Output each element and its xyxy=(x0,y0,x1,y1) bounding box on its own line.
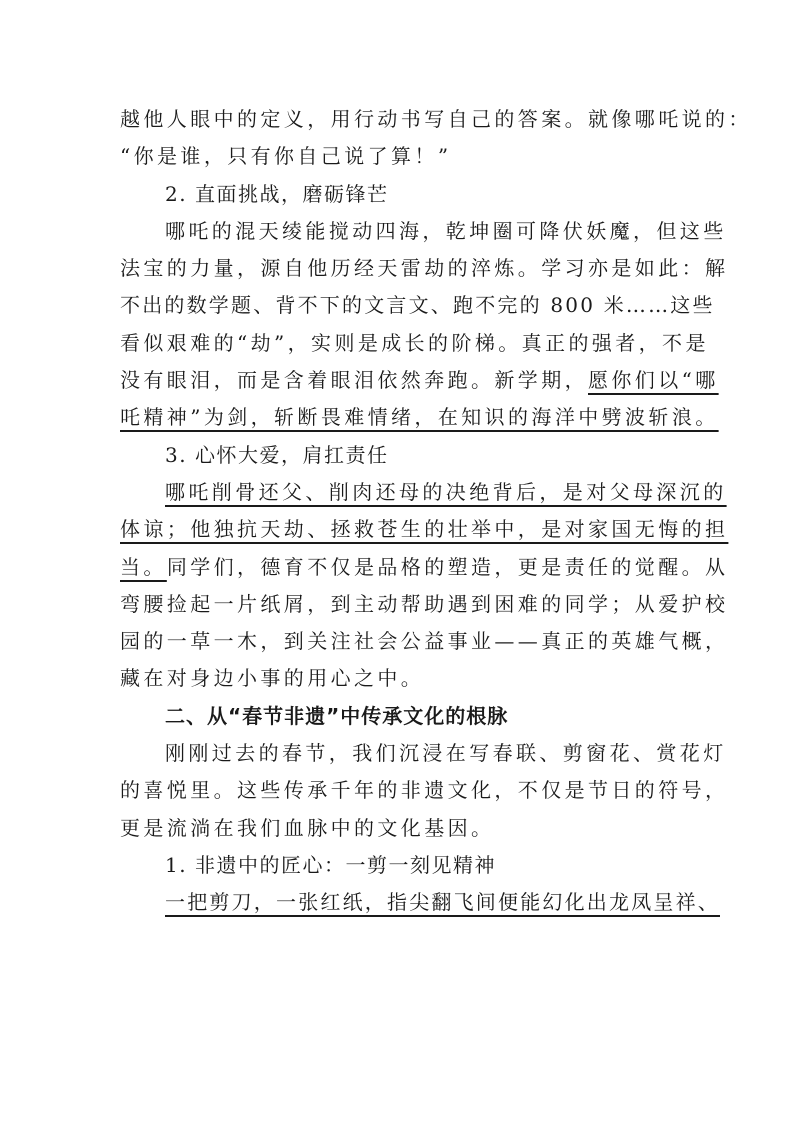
underlined-text: 当。 xyxy=(120,554,167,579)
paragraph-line xyxy=(120,362,719,399)
paragraph-line xyxy=(120,287,715,324)
body-text: 哪吒的混天绫能搅动四海，乾坤圈可降伏妖魔，但这些 xyxy=(165,218,727,243)
subheading-craftsmanship xyxy=(120,847,674,884)
paragraph-line xyxy=(120,101,752,138)
underlined-text: 一把剪刀，一张红纸，指尖翻飞间便能幻化出龙凤呈祥、 xyxy=(165,890,720,915)
paragraph-line xyxy=(120,399,719,436)
paragraph-line xyxy=(120,549,729,586)
paragraph-line xyxy=(120,623,729,660)
paragraph-line xyxy=(120,735,727,772)
section-heading-heritage xyxy=(120,698,674,735)
paragraph-line xyxy=(120,325,709,362)
paragraph-line xyxy=(120,213,727,250)
paragraph-line xyxy=(120,810,674,847)
subheading-text: 2. 直面挑战，磨砺锋芒 xyxy=(165,181,389,206)
paragraph-line xyxy=(120,138,674,175)
paragraph-line xyxy=(120,474,727,511)
subheading-text: 1. 非遗中的匠心：一剪一刻见精神 xyxy=(165,852,496,877)
section-heading-text: 二、从“春节非遗”中传承文化的根脉 xyxy=(165,703,509,728)
subheading-challenge xyxy=(120,176,674,213)
body-text: 的喜悦里。这些传承千年的非遗文化，不仅是节日的符号， xyxy=(120,778,729,803)
underlined-text: 哪吒削骨还父、削肉还母的决绝背后，是对父母深沉的 xyxy=(165,479,727,504)
subheading-text: 3. 心怀大爱，肩扛责任 xyxy=(165,442,389,467)
body-text: 更是流淌在我们血脉中的文化基因。 xyxy=(120,815,495,840)
body-text: 刚刚过去的春节，我们沉浸在写春联、剪窗花、赏花灯 xyxy=(165,741,727,766)
body-text: 看似艰难的“劫”，实则是成长的阶梯。真正的强者，不是 xyxy=(120,330,709,355)
body-text: 同学们，德育不仅是品格的塑造，更是责任的觉醒。从 xyxy=(166,554,729,579)
body-text: 没有眼泪，而是含着眼泪依然奔跑。新学期， xyxy=(120,368,588,393)
body-text: 园的一草一木，到关注社会公益事业——真正的英雄气概， xyxy=(120,629,729,654)
underlined-text: 吒精神”为剑，斩断畏难情绪，在知识的海洋中劈波斩浪。 xyxy=(120,405,719,430)
paragraph-line xyxy=(120,586,729,623)
underlined-text: 体谅；他独抗天劫、拯救苍生的壮举中，是对家国无悔的担 xyxy=(120,517,729,542)
paragraph-line xyxy=(120,511,729,548)
paragraph-line xyxy=(120,660,674,697)
subheading-responsibility xyxy=(120,437,674,474)
quote-text: “你是谁，只有你自己说了算！” xyxy=(120,144,452,169)
document-page xyxy=(120,101,752,922)
body-text: 不出的数学题、背不下的文言文、跑不完的 800 米……这些 xyxy=(120,293,715,318)
paragraph-line xyxy=(120,250,729,287)
body-text: 法宝的力量，源自他历经天雷劫的淬炼。学习亦是如此：解 xyxy=(120,256,729,281)
body-text: 越他人眼中的定义，用行动书写自己的答案。就像哪吒说的： xyxy=(120,107,752,131)
paragraph-line xyxy=(120,884,720,921)
body-text: 弯腰捡起一片纸屑，到主动帮助遇到困难的同学；从爱护校 xyxy=(120,591,729,616)
body-text: 藏在对身边小事的用心之中。 xyxy=(120,666,425,691)
underlined-text: 愿你们以“哪 xyxy=(588,368,719,393)
paragraph-line xyxy=(120,772,729,809)
